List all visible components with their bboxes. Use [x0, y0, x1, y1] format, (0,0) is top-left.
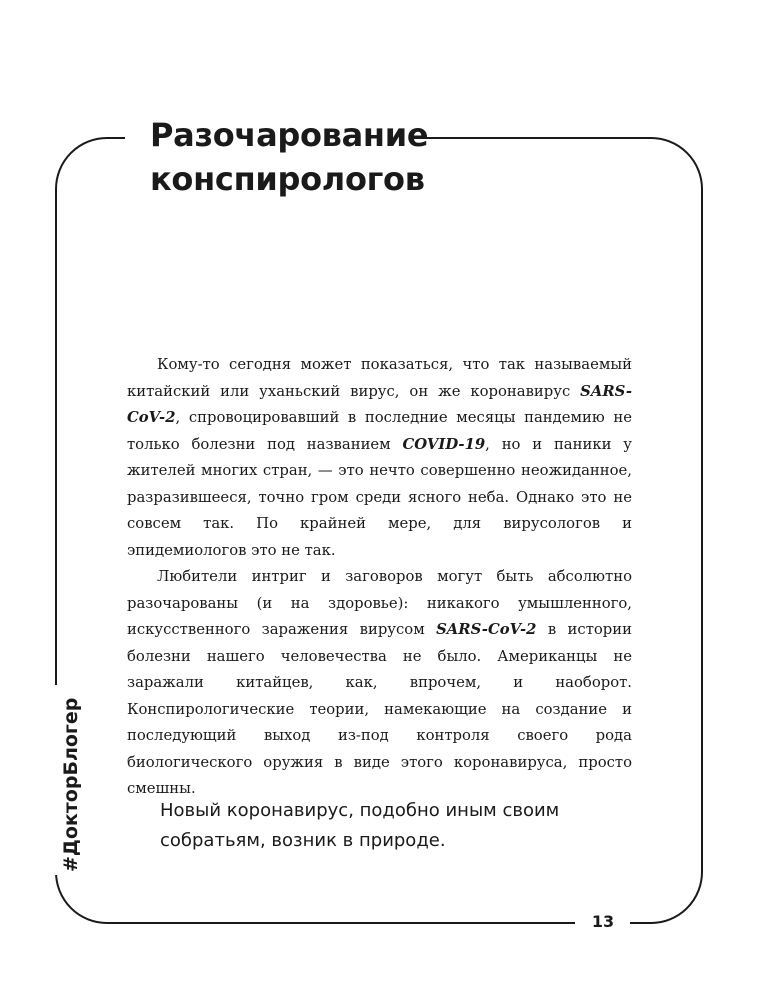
- term-covid-19: COVID-19: [402, 435, 486, 453]
- chapter-title-line-1: Разочарование: [150, 116, 429, 154]
- body-text: [127, 352, 632, 803]
- paragraph-1-text-3: , но и паники у жителей многих стран, — это нечто совершенно неожиданное, разразившееся, точно гром среди ясного неба. Однако это не совсем так. По крайней мере, для вирусологов и эпидемиологов это не так.: [127, 435, 632, 559]
- paragraph-2-text-1: Любители интриг и заговоров могут быть абсолютно разочарованы (и на здоровье): никакого умышленного, искусственного заражения вирусом: [127, 568, 632, 638]
- paragraph-2-text-2: в истории болезни нашего человечества не было. Американцы не заражали китайцев, как, впрочем, и наоборот. Конспирологические теории, намекающие на создание и последующий выход из-под контроля своего рода биологического оружия в виде этого коронавируса, просто смешны.: [127, 621, 632, 797]
- page-number: 13: [591, 912, 615, 931]
- term-sars-cov-2: SARS-CoV-2: [127, 382, 632, 426]
- paragraph-2: [127, 564, 632, 803]
- pull-quote-line-1: Новый коронавирус, подобно иным своим: [160, 800, 560, 821]
- pull-quote-line-2: собратьям, возник в природе.: [160, 830, 446, 851]
- paragraph-1-text-1: Кому-то сегодня может показаться, что так называемый китайский или уханьский вирус, он же коронавирус: [127, 356, 632, 400]
- paragraph-1: [127, 352, 632, 564]
- pull-quote: [160, 796, 580, 856]
- chapter-title: [150, 113, 428, 201]
- side-hashtag-label: #ДокторБлогер: [60, 697, 82, 872]
- chapter-title-line-2: конспирологов: [150, 160, 425, 198]
- term-sars-cov-2: SARS-CoV-2: [436, 621, 537, 638]
- paragraph-1-text-2: , спровоцировавший в последние месяцы пандемию не только болезни под названием: [127, 409, 632, 453]
